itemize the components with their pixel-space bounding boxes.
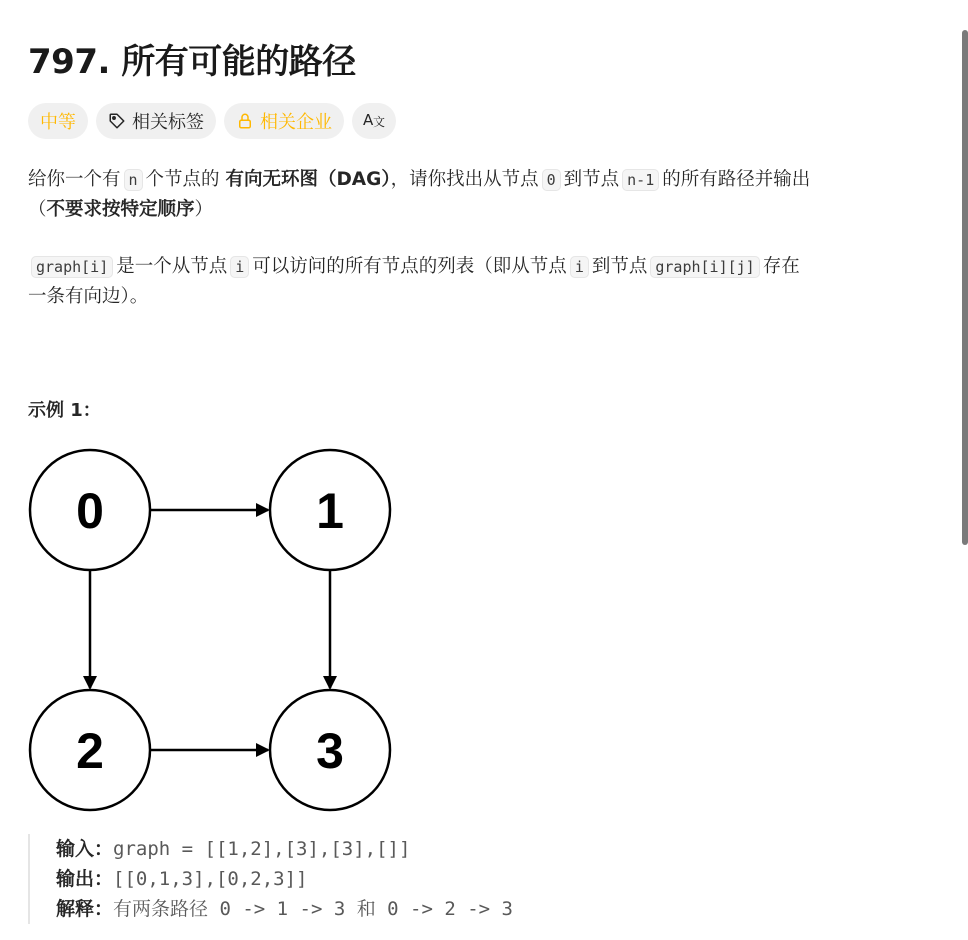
problem-title: 797. 所有可能的路径	[28, 42, 356, 82]
node-1-label: 1	[316, 483, 344, 539]
output-label: 输出：	[56, 868, 114, 890]
tag-icon	[108, 112, 126, 130]
example-input-line	[56, 834, 513, 864]
node-3-label: 3	[316, 723, 344, 779]
tag-row	[28, 103, 396, 139]
node-0-label: 0	[76, 483, 104, 539]
text: 到节点	[591, 256, 648, 277]
example-output-line	[56, 864, 513, 894]
translate-icon	[363, 110, 385, 133]
inline-code: graph[i]	[31, 256, 113, 278]
inline-code: i	[230, 256, 249, 278]
input-label: 输入：	[56, 838, 114, 860]
inline-code: 0	[542, 169, 561, 191]
text: 存在	[762, 256, 800, 277]
related-companies-label: 相关企业	[260, 112, 332, 133]
text: 个节点的	[145, 169, 220, 190]
related-companies-button[interactable]	[224, 103, 344, 139]
inline-code: n	[124, 169, 143, 191]
bold-text: 不要求按特定顺序	[46, 199, 195, 220]
bold-text: 有向无环图（DAG）	[225, 169, 391, 190]
related-tags-button[interactable]	[96, 103, 216, 139]
inline-code: n-1	[622, 169, 659, 191]
text: ，请你找出从节点	[390, 169, 539, 190]
text: 给你一个有	[28, 169, 121, 190]
text: 的所有路径并输出	[662, 169, 811, 190]
example-io-block	[28, 834, 513, 924]
text: ）	[194, 199, 214, 220]
text: 是一个从节点	[116, 256, 228, 277]
svg-text:A: A	[363, 110, 374, 128]
lock-icon	[236, 112, 254, 130]
difficulty-badge: 中等	[28, 103, 88, 139]
text: 可以访问的所有节点的列表（即从节点	[252, 256, 567, 277]
inline-code: graph[i][j]	[650, 256, 759, 278]
related-tags-label: 相关标签	[132, 112, 204, 133]
output-value: [[0,1,3],[0,2,3]]	[113, 868, 308, 890]
example-explain-line	[56, 894, 513, 924]
scrollbar[interactable]	[962, 30, 968, 545]
example-graph-image	[28, 448, 392, 812]
input-value: graph = [[1,2],[3],[3],[]]	[113, 838, 411, 860]
inline-code: i	[570, 256, 589, 278]
text: （	[28, 199, 47, 220]
example-title: 示例 1：	[28, 400, 101, 421]
explain-label: 解释：	[56, 898, 114, 920]
translate-button[interactable]	[352, 103, 396, 139]
description-paragraph-2	[28, 252, 928, 312]
text: 一条有向边）。	[28, 286, 149, 307]
node-2-label: 2	[76, 723, 104, 779]
description-paragraph-1	[28, 165, 928, 225]
explain-value: 有两条路径 0 -> 1 -> 3 和 0 -> 2 -> 3	[113, 898, 513, 920]
svg-text:文: 文	[373, 114, 385, 128]
text: 到节点	[563, 169, 620, 190]
